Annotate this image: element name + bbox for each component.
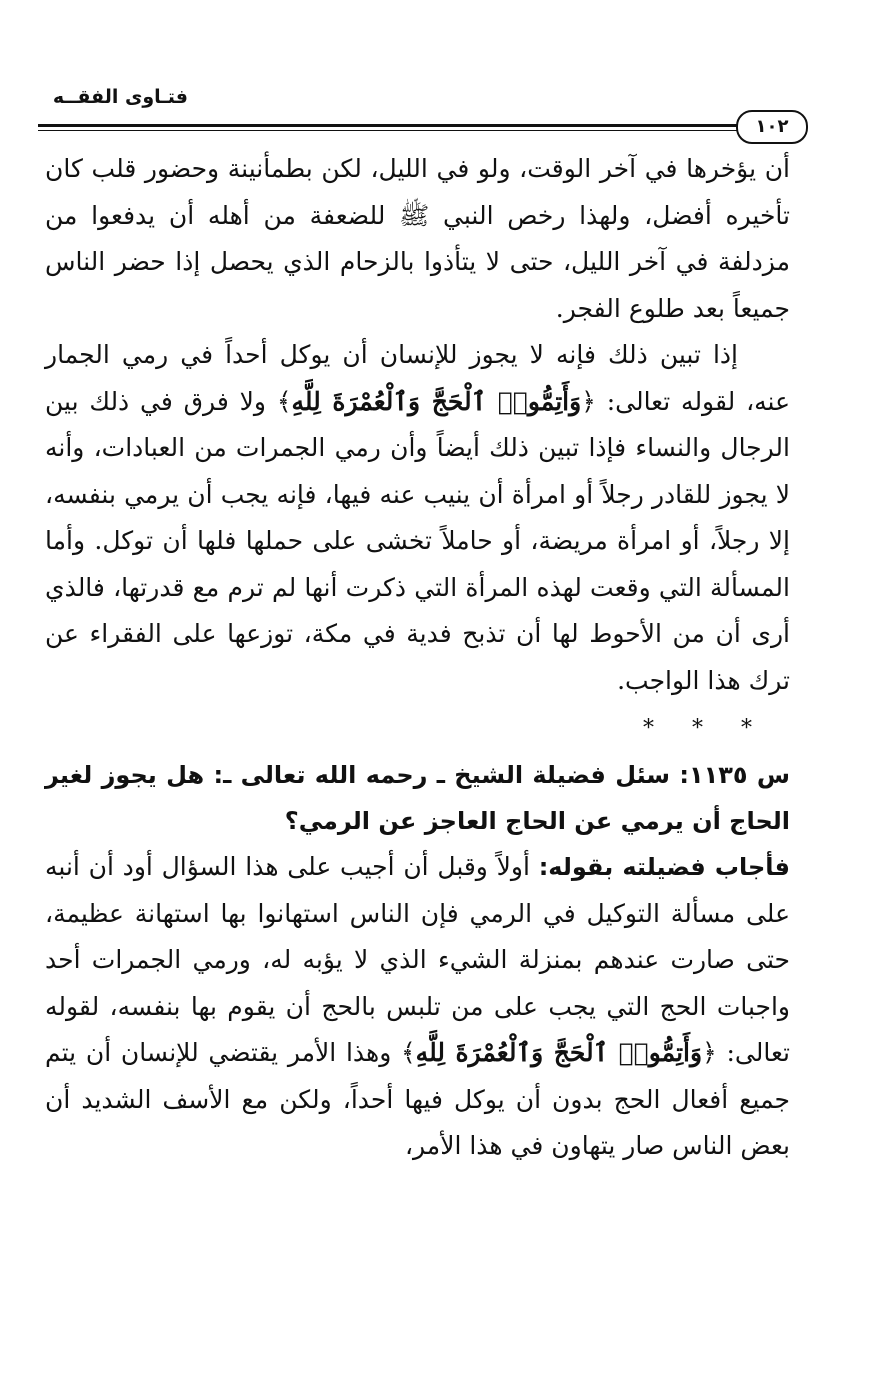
question-number: س ١١٣٥:: [679, 761, 790, 789]
quote-text: وَأَتِمُّوا۟ ٱلْحَجَّ وَٱلْعُمْرَةَ لِلَّهِ: [415, 1038, 703, 1067]
page-number: ١٠٢: [736, 110, 808, 144]
paragraph-ruling: [45, 332, 790, 704]
quote-open-bracket: ﴿: [581, 386, 596, 416]
answer-text: وهذا الأمر يقتضي للإنسان أن يتم جميع أفعال الحج بدون أن يوكل فيها أحداً، ولكن مع الأسف الشديد أن بعض الناس صار يتهاون في هذا الأمر،: [45, 1038, 790, 1160]
quote-close-bracket: ﴾: [401, 1038, 416, 1067]
section-separator: ***: [643, 716, 790, 741]
question: [45, 752, 790, 844]
quran-quote: [401, 1038, 717, 1067]
page-body: [45, 146, 790, 1170]
answer-label: فأجاب فضيلته بقوله:: [538, 853, 791, 881]
quote-open-bracket: ﴿: [702, 1038, 717, 1067]
paragraph-continuation: أن يؤخرها في آخر الوقت، ولو في الليل، لكن بطمأنينة وحضور قلب كان تأخيره أفضل، ولهذا رخص النبي ﷺ للضعفة من أهله أن يدفعوا من مزدلفة في آخر الليل، حتى لا يتأذوا بالزحام الذي يحصل إذا حضر الناس جميعاً بعد طلوع الفجر.: [45, 154, 790, 323]
answer-text: أولاً وقبل أن أجيب على هذا السؤال أود أن أنبه على مسألة التوكيل في الرمي فإن الناس استهانوا بها استهانة عظيمة، حتى صارت عندهم بمنزلة الشيء الذي لا يؤبه له، ورمي الجمرات أحد واجبات الحج التي يجب على من تلبس بالحج أن يقوم بها بنفسه، لقوله تعالى:: [45, 852, 790, 1067]
question-text: سئل فضيلة الشيخ ـ رحمه الله تعالى ـ: هل يجوز لغير الحاج أن يرمي عن الحاج العاجز عن الرمي؟: [45, 761, 790, 835]
quote-text: وَأَتِمُّوا۟ ٱلْحَجَّ وَٱلْعُمْرَةَ لِلَّهِ: [291, 386, 582, 416]
quote-close-bracket: ﴾: [276, 386, 292, 416]
paragraph-text: ولا فرق في ذلك بين الرجال والنساء فإذا تبين ذلك أيضاً وأن رمي الجمرات من العبادات، وأنه لا يجوز للقادر رجلاً أو امرأة أن ينيب عنه فيها، فإنه يجب أن يرمي بنفسه، إلا رجلاً، أو امرأة مريضة، أو حاملاً تخشى على حملها فلها أن توكل. وأما المسألة التي وقعت لهذه المرأة التي ذكرت أنها لم ترم مع قدرتها، فالذي أرى أن من الأحوط لها أن تذبح فدية في مكة، توزعها على الفقراء عن ترك هذا الواجب.: [45, 386, 790, 695]
quran-quote: [277, 387, 596, 416]
page-header: [38, 80, 808, 137]
answer: [45, 844, 790, 1170]
header-rule: [38, 124, 748, 131]
running-title: فتـاوى الفقــه: [52, 86, 188, 108]
paragraph-text: إذا تبين ذلك فإنه لا يجوز للإنسان أن يوكل أحداً في رمي الجمار عنه، لقوله تعالى:: [45, 340, 791, 416]
